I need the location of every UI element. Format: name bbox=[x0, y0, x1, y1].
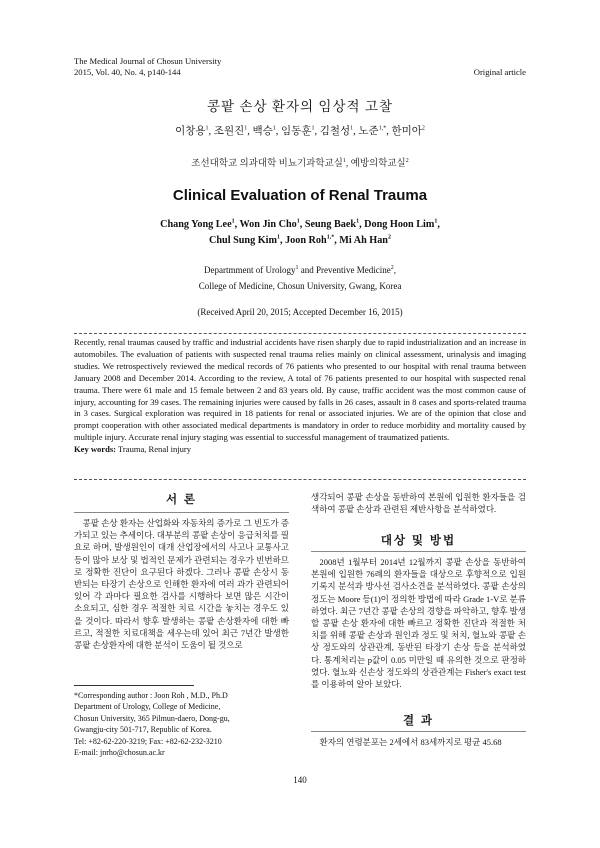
kr-author-sup: 1 bbox=[244, 125, 248, 132]
kr-author: 조원진 bbox=[213, 126, 245, 137]
en-author-sup: 2 bbox=[387, 234, 391, 241]
section-intro-rule bbox=[74, 512, 289, 513]
english-affiliation-line2: College of Medicine, Chosun University, Gwang, Korea bbox=[198, 281, 402, 291]
right-column-continuation: 생각되어 콩팥 손상을 동반하여 본원에 입원한 환자들을 검색하여 콩팥 손상과 관련된 제반사항을 분석하였다. bbox=[311, 492, 526, 515]
kr-author-sup: 1 bbox=[205, 125, 209, 132]
section-methods-rule bbox=[311, 551, 526, 552]
korean-affiliation bbox=[0, 155, 600, 169]
en-author-sup: 1 bbox=[276, 234, 280, 241]
en-author: Chul Sung Kim bbox=[209, 235, 277, 246]
kr-author-sup: 2 bbox=[421, 125, 425, 132]
section-methods-title: 대상 및 방법 bbox=[380, 535, 457, 547]
en-author-sup: 1 bbox=[356, 218, 360, 225]
kr-author: 이창용 bbox=[175, 126, 206, 137]
kr-aff-urology: 조선대학교 의과대학 비뇨기과학교실 bbox=[191, 159, 343, 169]
keywords: Trauma, Renal injury bbox=[116, 444, 192, 455]
footnote-rule bbox=[74, 685, 194, 686]
en-author: Seung Baek bbox=[304, 219, 357, 230]
kr-aff-preventive: , 예방의학교실 bbox=[345, 159, 406, 169]
section-results-rule bbox=[311, 731, 526, 732]
english-authors-line2: Chul Sung Kim$^1$, Joon Roh$^{1,*}$, Mi Ah Han$^2$ bbox=[209, 234, 391, 246]
en-author: Chang Yong Lee bbox=[160, 219, 232, 230]
kr-author: 노준 bbox=[358, 126, 379, 137]
korean-title: 콩팥 손상 환자의 임상적 고찰 bbox=[207, 99, 393, 114]
journal-citation: 2015, Vol. 40, No. 4, p140-144 bbox=[74, 67, 181, 77]
footnote-line: E-mail: jnrho@chosun.ac.kr bbox=[74, 748, 165, 758]
en-author: Dong Hoon Lim bbox=[364, 219, 435, 230]
en-author-sup: 1 bbox=[296, 218, 300, 225]
footnote-line: Chosun University, 365 Pilmun-daero, Dong-gu, bbox=[74, 713, 230, 723]
en-aff-comma: , bbox=[393, 265, 396, 275]
abstract-bottom-rule bbox=[74, 479, 526, 480]
page-number: 140 bbox=[293, 775, 307, 785]
abstract bbox=[74, 337, 526, 456]
en-aff-sup: 2 bbox=[390, 265, 394, 271]
article-type: Original article bbox=[473, 67, 526, 77]
footnote-line: Gwangju-city 501-717, Republic of Korea. bbox=[74, 725, 212, 735]
section-intro-title: 서 론 bbox=[165, 494, 198, 506]
kr-author-sup: 1 bbox=[311, 125, 315, 132]
methods-paragraph: 2008년 1월부터 2014년 12월까지 콩팥 손상을 동반하여 본원에 입원한 76례의 환자들을 대상으로 후향적으로 입원기록지 분석과 방사선 검사소견을 분석하였다. 콩팥 손상의 정도는 Moore 등(1)이 정의한 방법에 따라 Grade 1-V로 분류하였다. 최근 7년간 콩팥 손상의 경향을 파악하고, 향후 발생할 콩팥 손상 환자에 대한 빠르고 정확한 진단과 적절한 처치를 위해 콩팥 손상과 원인과 정도 및 처치, 혈뇨와 콩팥 손상 정도와의 상관관계, 동반된 타장기 손상 등을 분석하였다. 통계처리는 p값이 0.05 미만일 때 유의한 것으로 판정하였다. 혈뇨와 신손상 정도와의 상관관계는 Fisher's exact test를 이용하여 알아 보았다. bbox=[311, 557, 526, 690]
kr-author: 임동훈 bbox=[281, 126, 312, 137]
korean-authors: 이창용$^1$, 조원진$^1$, 백승$^1$, 임동훈$^1$, 김철성$^1$, 노준$^{1,*}$, 한미아$^2$ bbox=[175, 125, 425, 137]
footnote-line: *Corresponding author : Joon Roh , M.D., Ph.D bbox=[74, 691, 228, 700]
intro-paragraph: 콩팥 손상 환자는 산업화와 자동차의 증가로 그 빈도가 증가되고 있는 추세이다. 대부분의 콩팥 손상이 응급처치를 필요로 하며, 발생원인이 대개 산업장에서의 사고나 교통사고 등이 많아 보상 및 법적인 문제가 관련되는 경우가 빈번하므로 정확한 진단이 요구된다 하겠다. 그러나 콩팥 손상시 동반되는 타장기 손상으로 인해한 환자에 여러 과가 관련되어 있어 각 과마다 필요한 검사를 시행하다 보면 많은 시간이 소요되고, 심한 경우 적절한 치료 시간을 놓치는 경우도 있을 것이다. 따라서 향후 발생하는 콩팥 손상환자에 대한 빠르고, 적절한 치료대책을 세우는데 있어 최근 7년간 발생한 콩팥 손상환자에 대한 분석이 도움이 될 것으로 bbox=[74, 518, 289, 651]
results-paragraph: 환자의 연령분포는 2세에서 83세까지로 평균 45.68 bbox=[319, 737, 502, 747]
kr-aff-sup: 1 bbox=[342, 157, 346, 164]
en-aff-preventive: and Preventive Medicine bbox=[298, 265, 391, 275]
english-affiliation-line1 bbox=[0, 262, 600, 278]
en-author: Won Jin Cho bbox=[239, 219, 297, 230]
english-title: Clinical Evaluation of Renal Trauma bbox=[172, 187, 428, 204]
en-author-sup: 1,* bbox=[326, 234, 335, 241]
abstract-text: Recently, renal traumas caused by traffic and industrial accidents have risen sharply due to rapid industrialization and an increase in automobiles. The evaluation of patients with suspected renal trauma relies mainly on clinical assessment, urinalysis and imaging studies. We retrospectively reviewed the medical records of 76 patients who presented to our hospital with renal trauma between January 2008 and December 2014. According to the review, A total of 76 patients presented to our hospital with suspected renal trauma. There were 61 male and 15 female between 2 and 83 years old. By cause, traffic accident was the most common cause of injury, accounting for 39 cases. The remaining injuries were caused by falls in 26 cases, assault in 8 cases and sports-related trauma in 3 cases. Surgical exploration was required in 18 patients for renal or associated injuries. We are of the opinion that close and prompt cooperation with other associated medical departments is mandatory in order to reduce morbidity and mortality caused by multiple injury. Accurate renal injury staging was essential to successful management of traumatized patients. bbox=[74, 337, 526, 443]
kr-author-sup: 1 bbox=[272, 125, 276, 132]
kr-aff-sup: 2 bbox=[405, 157, 409, 164]
keywords-label: Key words: bbox=[74, 444, 117, 455]
footnote-line: Tel: +82-62-220-3219; Fax: +82-62-232-3210 bbox=[74, 736, 222, 746]
received-dates: (Received April 20, 2015; Accepted December 16, 2015) bbox=[197, 307, 403, 317]
english-authors-line1: Chang Yong Lee$^1$, Won Jin Cho$^1$, Seung Baek$^1$, Dong Hoon Lim$^1$, bbox=[160, 218, 440, 230]
en-author-sup: 1 bbox=[231, 218, 235, 225]
kr-author-sup: 1 bbox=[350, 125, 354, 132]
en-author: Joon Roh bbox=[285, 235, 327, 246]
corresponding-author-footnote bbox=[74, 690, 294, 758]
section-results-title: 결 과 bbox=[402, 715, 435, 727]
kr-author: 김철성 bbox=[319, 126, 351, 137]
en-aff-urology: Departmment of Urology bbox=[204, 265, 296, 275]
footnote-line: Department of Urology, College of Medicine, bbox=[74, 702, 221, 712]
abstract-top-rule bbox=[74, 333, 526, 334]
journal-name: The Medical Journal of Chosun University bbox=[74, 56, 222, 66]
kr-author: 백승 bbox=[252, 126, 273, 137]
en-author-sup: 1 bbox=[434, 218, 438, 225]
kr-author: 한미아 bbox=[391, 126, 422, 137]
en-aff-sup: 1 bbox=[295, 265, 299, 271]
en-author: Mi Ah Han bbox=[339, 235, 388, 246]
kr-author-sup: 1,* bbox=[378, 125, 387, 132]
